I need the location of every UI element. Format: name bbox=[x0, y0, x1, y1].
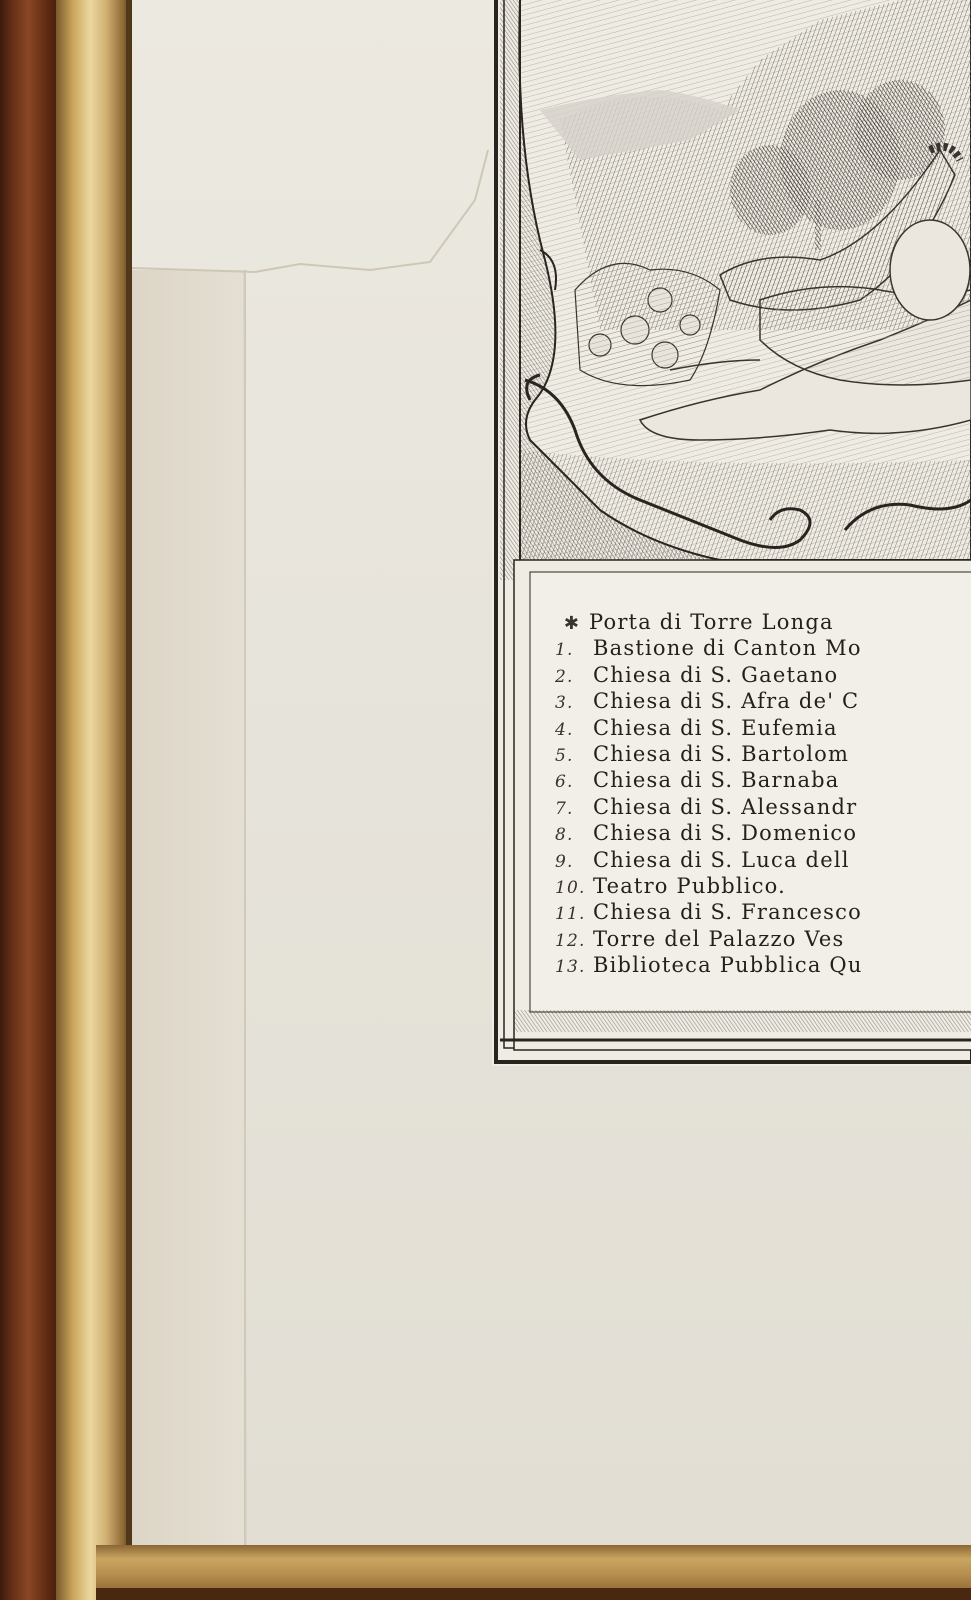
legend-text: Porta di Torre Longa bbox=[589, 610, 834, 634]
legend-row bbox=[555, 848, 971, 874]
legend-number: 12. bbox=[555, 930, 586, 951]
legend-row bbox=[555, 716, 971, 742]
legend-number: 4. bbox=[555, 719, 574, 740]
legend-row bbox=[555, 874, 971, 900]
legend-row bbox=[555, 900, 971, 926]
engraving-legend bbox=[555, 610, 971, 979]
legend-text: Chiesa di S. Eufemia bbox=[593, 715, 838, 740]
legend-row bbox=[555, 742, 971, 768]
legend-text: Chiesa di S. Bartolom bbox=[593, 741, 850, 766]
legend-text: Torre del Palazzo Ves bbox=[593, 926, 845, 951]
legend-text: Chiesa di S. Afra de' C bbox=[593, 689, 860, 714]
legend-number: 3. bbox=[555, 693, 574, 714]
legend-number: 2. bbox=[555, 666, 574, 687]
legend-row bbox=[555, 610, 971, 636]
legend-text: Chiesa di S. Domenico bbox=[593, 821, 858, 846]
legend-number: 8. bbox=[555, 825, 574, 846]
legend-number: 11. bbox=[555, 904, 586, 925]
legend-number: 7. bbox=[555, 798, 574, 819]
frame-wood-bottom bbox=[96, 1588, 971, 1600]
legend-number: 9. bbox=[555, 851, 574, 872]
legend-row bbox=[555, 795, 971, 821]
legend-row bbox=[555, 636, 971, 662]
frame-gilt-left bbox=[56, 0, 132, 1600]
legend-text: Chiesa di S. Barnaba bbox=[593, 768, 840, 793]
legend-marker: ✱ bbox=[563, 613, 581, 634]
legend-text: Chiesa di S. Francesco bbox=[593, 900, 862, 925]
legend-text: Teatro Pubblico. bbox=[593, 873, 787, 898]
legend-row bbox=[555, 689, 971, 715]
legend-text: Chiesa di S. Alessandr bbox=[593, 794, 858, 819]
legend-text: Chiesa di S. Gaetano bbox=[593, 662, 839, 687]
mat-recess-strip bbox=[132, 270, 244, 1545]
legend-number: 10. bbox=[555, 877, 586, 898]
legend-number: 6. bbox=[555, 772, 574, 793]
legend-text: Biblioteca Pubblica Qu bbox=[593, 953, 863, 978]
legend-text: Chiesa di S. Luca dell bbox=[593, 847, 850, 872]
legend-number: 5. bbox=[555, 745, 574, 766]
legend-row bbox=[555, 768, 971, 794]
legend-row bbox=[555, 663, 971, 689]
legend-text: Bastione di Canton Mo bbox=[593, 636, 862, 661]
legend-row bbox=[555, 927, 971, 953]
legend-row bbox=[555, 821, 971, 847]
mat-fold-line bbox=[244, 270, 246, 1545]
legend-number: 13. bbox=[555, 957, 586, 978]
legend-number: 1. bbox=[555, 640, 574, 661]
legend-row bbox=[555, 953, 971, 979]
